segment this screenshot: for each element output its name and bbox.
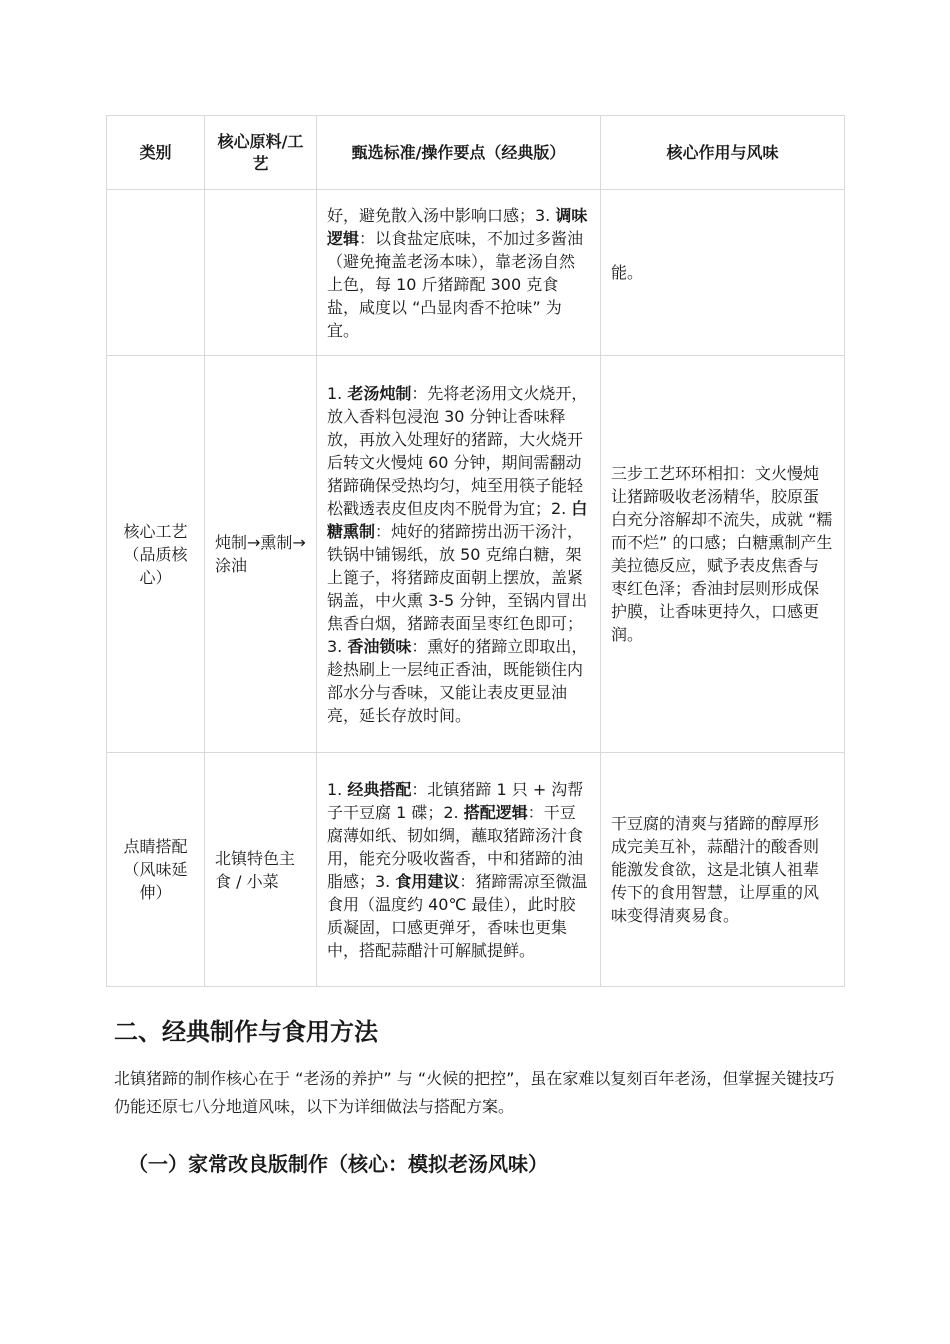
table-row: [107, 190, 845, 356]
step-heading: 搭配逻辑: [463, 802, 528, 822]
cell-standard: [317, 190, 601, 356]
step-heading: 香油锁味: [347, 636, 412, 656]
cell-standard: [317, 356, 601, 753]
step-text: 好，避免散入汤中影响口感；3.: [327, 205, 556, 225]
cell-material: [205, 190, 317, 356]
step-heading: 老汤炖制: [347, 383, 412, 403]
step-heading: 食用建议: [395, 871, 460, 891]
step-text: ：炖好的猪蹄捞出沥干汤汁，铁锅中铺锡纸，放 50 克绵白糖，架上篦子，将猪蹄皮面朝上摆放，盖紧锅盖，中火熏 3-5 分钟，至锅内冒出焦香白烟，猪蹄表面呈枣红色即可；3.: [327, 521, 588, 656]
cell-category: 核心工艺（品质核心）: [107, 356, 205, 753]
cell-effect: 干豆腐的清爽与猪蹄的醇厚形成完美互补，蒜醋汁的酸香则能激发食欲，这是北镇人祖辈传下的食用智慧，让厚重的风味变得清爽易食。: [601, 753, 845, 987]
header-category: 类别: [107, 116, 205, 190]
table-row: [107, 356, 845, 753]
step-text: ：猪蹄需凉至微温食用（温度约 40℃ 最佳），此时胶质凝固，口感更弹牙，香味也更集中，搭配蒜醋汁可解腻提鲜。: [327, 871, 588, 960]
step-text: ：熏好的猪蹄立即取出，趁热刷上一层纯正香油，既能锁住内部水分与香味，又能让表皮更显油亮，延长存放时间。: [327, 636, 588, 725]
header-effect: 核心作用与风味: [601, 116, 845, 190]
cell-category: 点睛搭配（风味延伸）: [107, 753, 205, 987]
cell-category: [107, 190, 205, 356]
cell-material: 北镇特色主食 / 小菜: [205, 753, 317, 987]
header-standard: 甄选标准/操作要点（经典版）: [317, 116, 601, 190]
step-text: ：北镇猪蹄 1 只 + 沟帮子干豆腐 1 碟；2.: [327, 779, 584, 822]
step-text: 1.: [327, 779, 348, 799]
table-header-row: [107, 116, 845, 190]
cell-effect: 能。: [601, 190, 845, 356]
cell-effect: 三步工艺环环相扣：文火慢炖让猪蹄吸收老汤精华，胶原蛋白充分溶解却不流失，成就 “糯而不烂” 的口感；白糖熏制产生美拉德反应，赋予表皮焦香与枣红色泽；香油封层则形成保护膜，让香味更持久，口感更润。: [601, 356, 845, 753]
recipe-table: [106, 115, 845, 987]
step-text: 1.: [327, 383, 348, 403]
intro-paragraph: 北镇猪蹄的制作核心在于 “老汤的养护” 与 “火候的把控”，虽在家难以复刻百年老汤，但掌握关键技巧仍能还原七八分地道风味，以下为详细做法与搭配方案。: [114, 1069, 835, 1116]
step-text: ：以食盐定底味，不加过多酱油（避免掩盖老汤本味），靠老汤自然上色，每 10 斤猪蹄配 300 克食盐，咸度以 “凸显肉香不抢味” 为宜。: [327, 228, 584, 340]
subsection-title: （一）家常改良版制作（核心：模拟老汤风味）: [128, 1152, 548, 1176]
table-row: [107, 753, 845, 987]
step-text: ：干豆腐薄如纸、韧如绸，蘸取猪蹄汤汁食用，能充分吸收酱香，中和猪蹄的油脂感；3.: [327, 802, 584, 891]
step-heading: 经典搭配: [347, 779, 412, 799]
header-material: 核心原料/工艺: [205, 116, 317, 190]
cell-standard: [317, 753, 601, 987]
section-title: 二、经典制作与食用方法: [114, 1018, 378, 1046]
step-text: ：先将老汤用文火烧开，放入香料包浸泡 30 分钟让香味释放，再放入处理好的猪蹄，大火烧开后转文火慢炖 60 分钟，期间需翻动猪蹄确保受热均匀，炖至用筷子能轻松戳透表皮但皮肉不脱骨为宜；2.: [327, 383, 588, 518]
cell-material: 炖制→熏制→涂油: [205, 356, 317, 753]
step-heading: 白糖熏制: [327, 498, 588, 541]
step-heading: 调味逻辑: [327, 205, 588, 248]
